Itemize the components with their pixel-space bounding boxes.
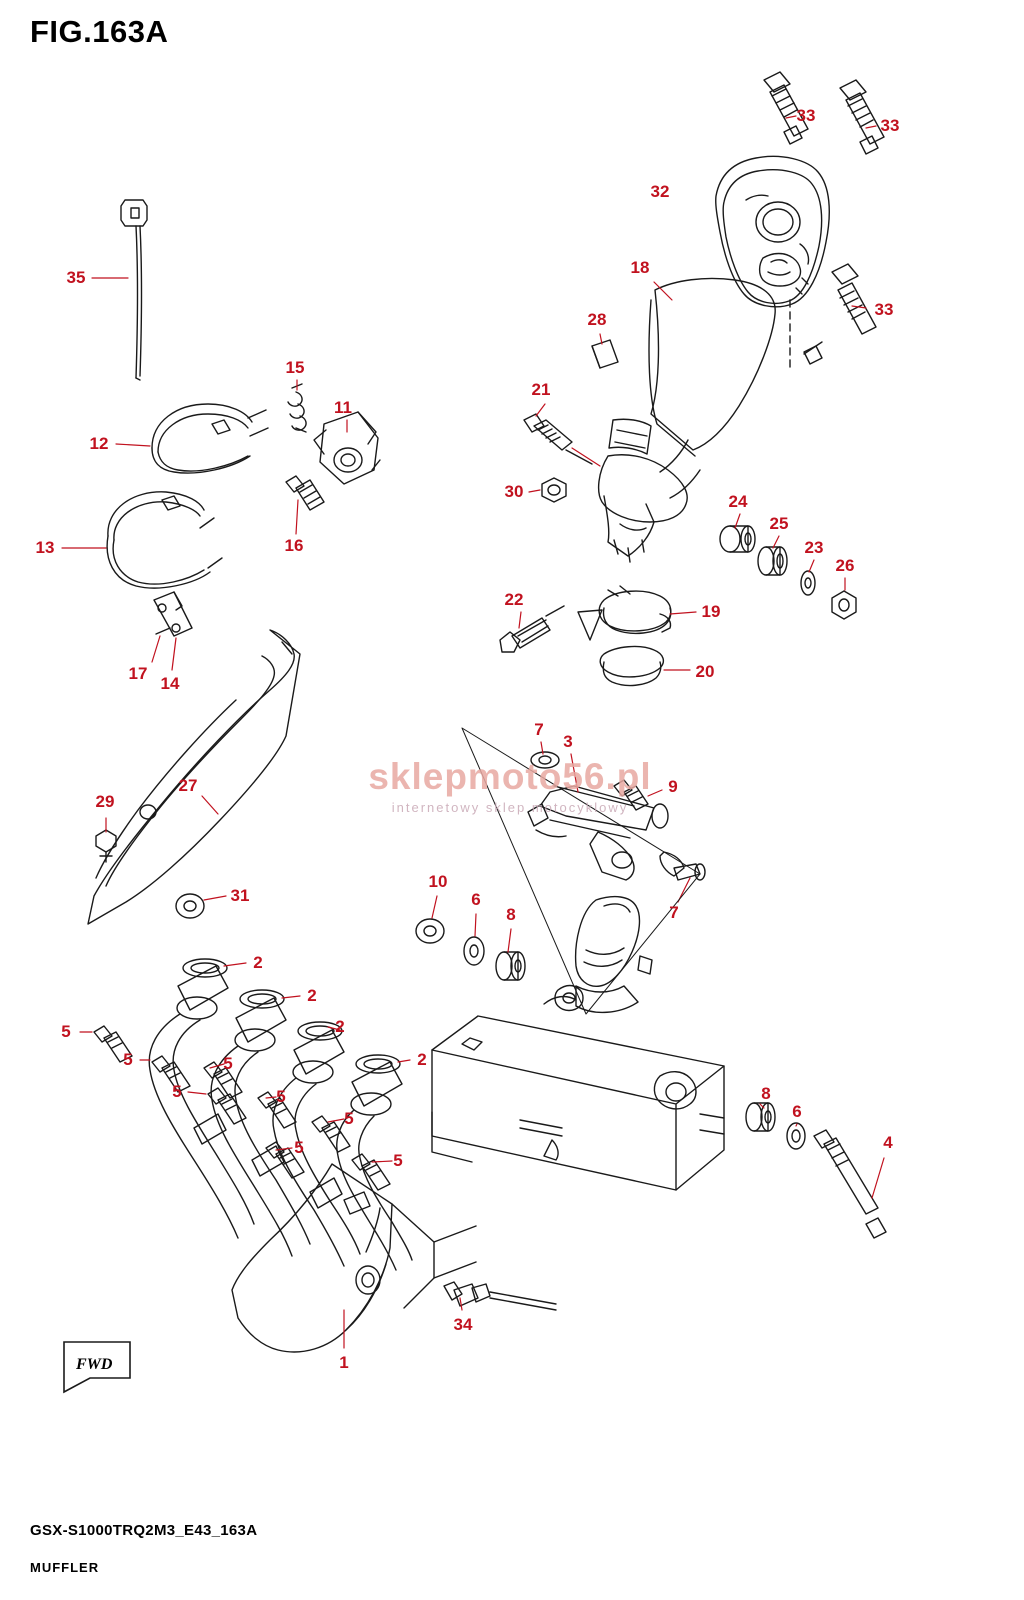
part-muffler-18 xyxy=(599,278,776,562)
part-plate-28 xyxy=(592,340,618,368)
callout-32: 32 xyxy=(650,182,670,201)
callout-12: 12 xyxy=(89,434,109,453)
part-clip-15 xyxy=(288,384,306,432)
callout-5h: 5 xyxy=(393,1151,403,1170)
part-clamp-19 xyxy=(578,586,671,640)
callout-17: 17 xyxy=(128,664,148,683)
watermark-main-text: sklepmoto56.pl xyxy=(368,756,652,797)
callout-20: 20 xyxy=(695,662,715,681)
part-washer-7a xyxy=(531,752,559,768)
callout-1: 1 xyxy=(339,1353,349,1372)
section-name-text: MUFFLER xyxy=(30,1560,100,1575)
part-bolt-4 xyxy=(814,1130,886,1238)
part-header-1 xyxy=(149,959,476,1352)
callout-7b: 7 xyxy=(669,903,679,922)
callout-28: 28 xyxy=(587,310,607,329)
callout-2c: 2 xyxy=(335,1017,345,1036)
callout-5b: 5 xyxy=(123,1050,133,1069)
callout-2b: 2 xyxy=(307,986,317,1005)
part-bolt-33b xyxy=(840,80,884,154)
header-flanges xyxy=(183,959,400,1073)
part-bushing-8a xyxy=(496,952,525,980)
callout-24: 24 xyxy=(728,492,748,511)
callout-6a: 6 xyxy=(471,890,481,909)
part-washer-6b xyxy=(787,1123,805,1149)
callout-5f: 5 xyxy=(344,1109,354,1128)
callout-9: 9 xyxy=(668,777,678,796)
callout-15: 15 xyxy=(285,358,305,377)
part-bracket-3 xyxy=(528,786,705,880)
callout-13: 13 xyxy=(35,538,55,557)
callout-8b: 8 xyxy=(761,1084,771,1103)
part-spacer-24 xyxy=(720,526,755,552)
callout-33c: 33 xyxy=(874,300,894,319)
callout-7a: 7 xyxy=(534,720,544,739)
watermark-sub-text: internetowy sklep motocyklowy xyxy=(391,800,629,815)
callout-19: 19 xyxy=(701,602,721,621)
part-nut-30 xyxy=(542,478,566,502)
fwd-direction-badge xyxy=(60,1338,138,1396)
part-cover-32 xyxy=(716,156,830,372)
part-screw-16 xyxy=(286,476,324,510)
part-washer-6a xyxy=(464,937,484,965)
callout-2d: 2 xyxy=(417,1050,427,1069)
callout-30: 30 xyxy=(504,482,524,501)
callout-27: 27 xyxy=(178,776,198,795)
part-cable-tie-35 xyxy=(121,200,147,380)
callout-34: 34 xyxy=(453,1315,473,1334)
callout-5a: 5 xyxy=(61,1022,71,1041)
callout-5c: 5 xyxy=(223,1054,233,1073)
callout-10: 10 xyxy=(428,872,448,891)
part-washer-10 xyxy=(416,919,444,943)
callout-26: 26 xyxy=(835,556,855,575)
part-nut-26 xyxy=(832,591,856,619)
part-bracket-17-14 xyxy=(154,592,192,636)
part-bolt-21 xyxy=(524,414,592,464)
callout-5g: 5 xyxy=(294,1138,304,1157)
callout-33a: 33 xyxy=(796,106,816,125)
callout-11: 11 xyxy=(334,398,352,417)
callout-5d: 5 xyxy=(172,1082,182,1101)
callout-6b: 6 xyxy=(792,1102,802,1121)
callout-4: 4 xyxy=(883,1133,893,1152)
callout-18: 18 xyxy=(630,258,650,277)
callout-25: 25 xyxy=(769,514,789,533)
part-ring-20 xyxy=(600,647,663,686)
callout-31: 31 xyxy=(230,886,250,905)
callout-22: 22 xyxy=(504,590,524,609)
part-hose-12 xyxy=(152,404,268,473)
part-hose-13 xyxy=(107,492,222,588)
model-code-text: GSX-S1000TRQ2M3_E43_163A xyxy=(30,1522,258,1539)
part-grommet-31 xyxy=(176,894,204,918)
fwd-label: FWD xyxy=(76,1356,113,1373)
callout-8a: 8 xyxy=(506,905,516,924)
callout-23: 23 xyxy=(804,538,824,557)
callout-3: 3 xyxy=(563,732,573,751)
part-washer-23 xyxy=(801,571,815,595)
part-muffler-box xyxy=(432,1016,724,1190)
callout-29: 29 xyxy=(95,792,115,811)
callout-14: 14 xyxy=(160,674,180,693)
callout-21: 21 xyxy=(531,380,551,399)
part-bushing-8b xyxy=(746,1103,775,1131)
callout-35: 35 xyxy=(66,268,86,287)
callout-16: 16 xyxy=(284,536,304,555)
callout-33b: 33 xyxy=(880,116,900,135)
page-title: FIG.163A xyxy=(30,14,169,49)
callout-2a: 2 xyxy=(253,953,263,972)
callout-5e: 5 xyxy=(276,1087,286,1106)
part-bushing-25 xyxy=(758,547,787,575)
part-bolt-22 xyxy=(500,606,564,652)
